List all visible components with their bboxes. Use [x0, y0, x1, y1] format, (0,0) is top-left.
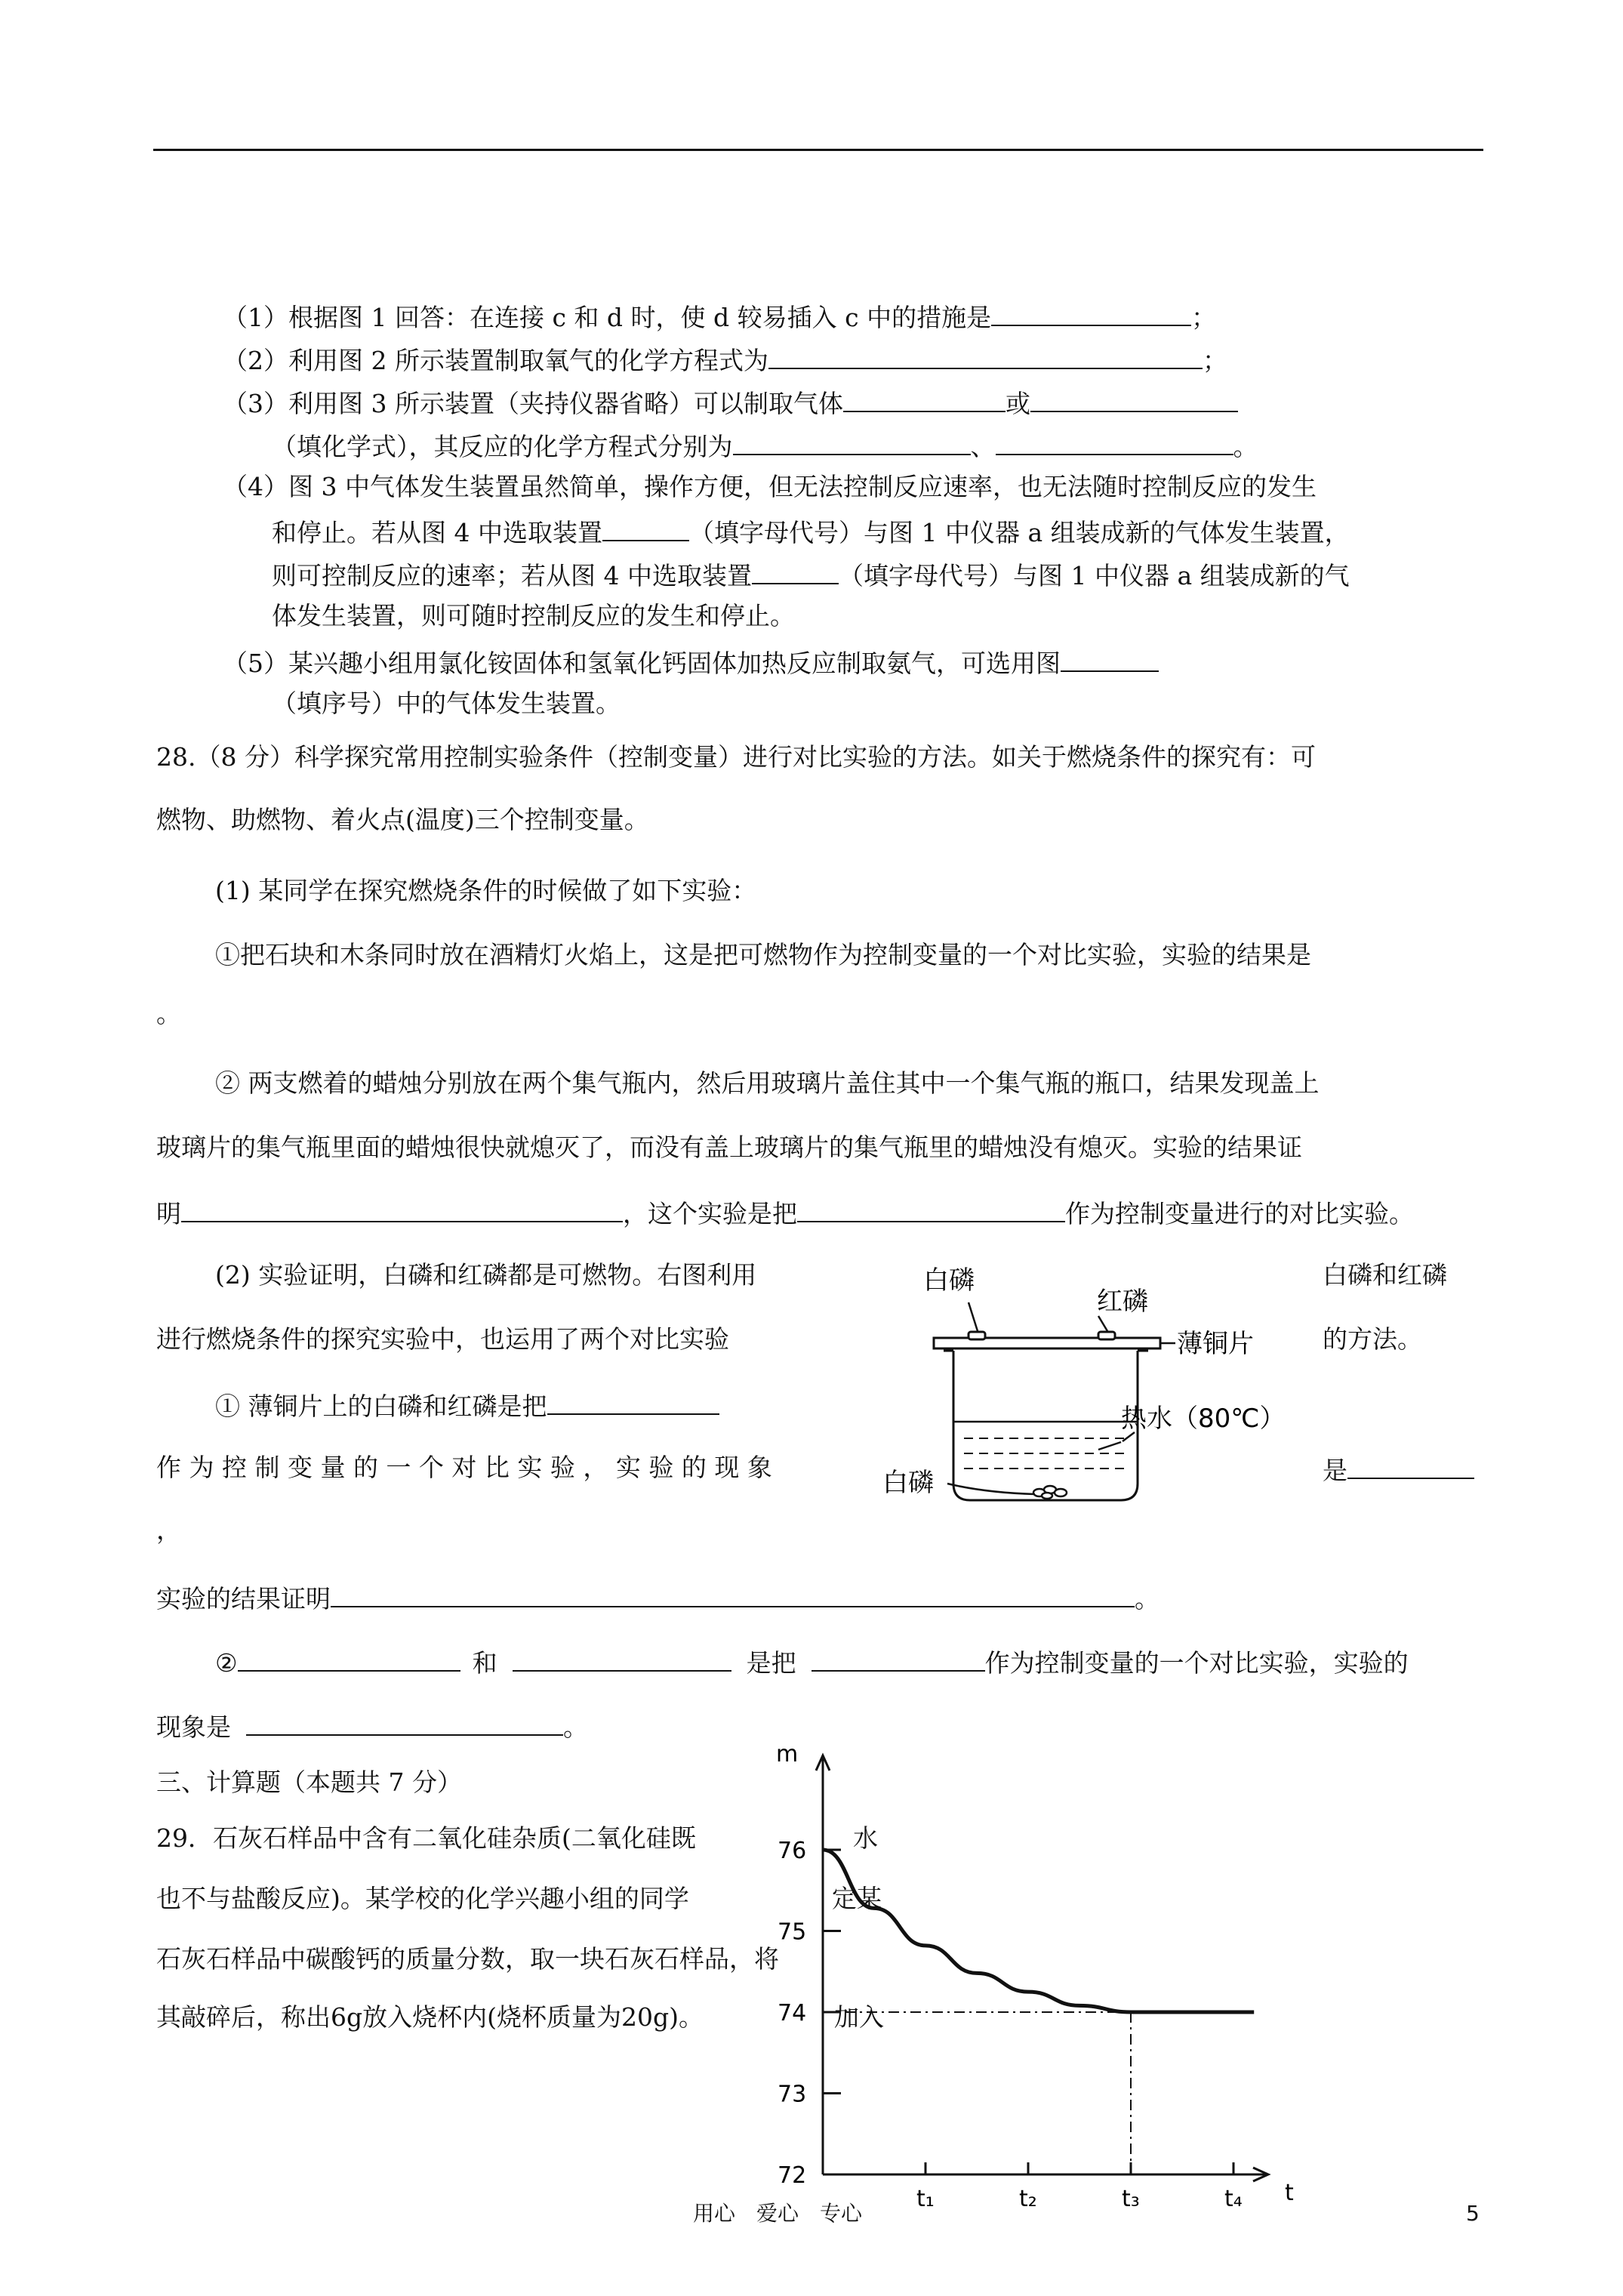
q28-part2-text: (2) 实验证明，白磷和红磷都是可燃物。右图利用: [215, 1260, 757, 1290]
mass-curve: [823, 1850, 1254, 2012]
q28-part2-ii-l2: [156, 1712, 588, 1740]
y-tick-label: 76: [778, 1838, 807, 1864]
leader-line: [947, 1484, 1035, 1494]
hot-water: [964, 1438, 1129, 1469]
answer-blank[interactable]: [238, 1647, 460, 1672]
q28-part1-ii-text4: ，这个实验是把: [623, 1199, 797, 1228]
q28-part2-text2-right: 的方法。: [1323, 1324, 1422, 1354]
q27-part3-text2: （填化学式），其反应的化学方程式分别为: [272, 432, 733, 461]
punct: 。: [1233, 432, 1258, 461]
answer-blank[interactable]: [797, 1198, 1065, 1222]
q28-part1-ii-text3: 明: [156, 1199, 181, 1228]
q28-part2-ii-and: 和: [472, 1648, 497, 1678]
q27-part4-text: （4）图 3 中气体发生装置虽然简单，操作方便，但无法控制反应速率，也无法随时控制反应的发生: [223, 472, 1317, 501]
answer-blank[interactable]: [812, 1647, 985, 1672]
q27-part4: [223, 474, 1317, 499]
x-axis-label: t: [1285, 2180, 1294, 2206]
chart-series: [823, 1850, 1254, 2174]
answer-blank[interactable]: [246, 1712, 563, 1736]
q28-part2-text2: 进行燃烧条件的探究实验中，也运用了两个对比实验: [156, 1324, 729, 1354]
answer-blank[interactable]: [752, 560, 839, 584]
q29-l4: [156, 2002, 704, 2032]
q27-part4-l4: [272, 603, 795, 628]
q28-part1-ii-text: ② 两支燃着的蜡烛分别放在两个集气瓶内，然后用玻璃片盖住其中一个集气瓶的瓶口，结果发现盖上: [215, 1068, 1320, 1098]
q27-part1-text: （1）根据图 1 回答：在连接 c 和 d 时，使 d 较易插入 c 中的措施是: [223, 303, 992, 332]
label-copper-plate: 薄铜片: [1177, 1329, 1254, 1359]
footer-center: [693, 2203, 862, 2224]
q27-part5-text: （5）某兴趣小组用氯化铵固体和氢氧化钙固体加热反应制取氨气，可选用图: [223, 649, 1061, 678]
q27-part4-text4: 则可控制反应的速率；若从图 4 中选取装置: [272, 561, 752, 590]
q28-part1-ii-text5: 作为控制变量进行的对比实验。: [1065, 1199, 1414, 1228]
q28-part2-i-text: ① 薄铜片上的白磷和红磷是把: [215, 1391, 547, 1421]
y-tick-label: 72: [778, 2162, 807, 2189]
q28-intro: [156, 742, 1316, 772]
q28-part1-ii: [215, 1068, 1320, 1098]
answer-blank[interactable]: [996, 431, 1233, 455]
answer-blank[interactable]: [602, 517, 689, 541]
q28-part2-i-text2: 作 为 控 制 变 量 的 一 个 对 比 实 验 ， 实 验 的 现 象: [156, 1453, 772, 1482]
q28-part2-ii-text: 是把: [746, 1648, 796, 1678]
q28-part2-i: [215, 1391, 719, 1419]
q28-part1-text: (1) 某同学在探究燃烧条件的时候做了如下实验：: [215, 876, 757, 905]
q29-text2: 也不与盐酸反应)。某学校的化学兴趣小组的同学: [156, 1884, 689, 1913]
q29-l2: [156, 1886, 689, 1911]
punct: ，: [156, 1515, 181, 1545]
mass-time-chart: [747, 1737, 1321, 2220]
q27-part5: [223, 648, 1159, 676]
page-number: [1466, 2203, 1480, 2224]
q28-part2-i-l3: [156, 1515, 181, 1545]
q28-part1-i-text: ①把石块和木条同时放在酒精灯火焰上，这是把可燃物作为控制变量的一个对比实验，实验的结果是: [215, 940, 1311, 969]
q28-part2-i-text3: 实验的结果证明: [156, 1584, 331, 1613]
label-red-phosphorus: 红磷: [1097, 1287, 1148, 1317]
answer-blank[interactable]: [1061, 648, 1159, 672]
q28-part2-l2: [156, 1324, 729, 1354]
q28-intro-text: 28.（8 分）科学探究常用控制实验条件（控制变量）进行对比实验的方法。如关于燃烧条件的探究有：可: [156, 742, 1316, 772]
footer-center-text: 用心 爱心 专心: [693, 2201, 863, 2226]
q29-l3: [156, 1944, 779, 1974]
answer-blank[interactable]: [181, 1198, 623, 1222]
red-phosphorus-on-plate: [1098, 1332, 1115, 1339]
q29-text1: 29．石灰石样品中含有二氧化硅杂质(二氧化硅既: [156, 1823, 696, 1853]
y-tick-label: 74: [778, 2000, 807, 2026]
answer-blank[interactable]: [843, 388, 1006, 412]
punct: ；: [1191, 303, 1217, 332]
q28-part2-ii: [215, 1647, 1409, 1678]
label-hot-water: 热水（80℃）: [1121, 1404, 1286, 1434]
q29-text4-right: 加入: [834, 2002, 884, 2032]
q28-part2: [215, 1260, 757, 1290]
answer-blank[interactable]: [513, 1647, 731, 1672]
white-phosphorus-on-plate: [969, 1332, 985, 1339]
punct: ；: [1202, 346, 1227, 375]
q29-text4: 其敲碎后，称出6g放入烧杯内(烧杯质量为20g)。: [156, 2002, 704, 2032]
punct: 。: [1135, 1584, 1160, 1613]
q27-part4-text5: （填字母代号）与图 1 中仪器 a 组装成新的气: [838, 561, 1350, 590]
punct: 。: [563, 1712, 588, 1742]
answer-blank[interactable]: [768, 345, 1203, 369]
q27-part1: [223, 302, 1216, 330]
leader-line: [1098, 1316, 1107, 1331]
q28-part1-ii-l2: [156, 1135, 1302, 1160]
section3-title-text: 三、计算题（本题共 7 分）: [156, 1767, 462, 1797]
q28-part1-ii-l3: [156, 1198, 1414, 1226]
q27-part2-text: （2）利用图 2 所示装置制取氧气的化学方程式为: [223, 346, 768, 375]
white-phosphorus-in-water: [1033, 1486, 1067, 1499]
q28-part2-l2-right: [1323, 1324, 1422, 1354]
q27-part3-or: 或: [1005, 389, 1030, 418]
chart-ticks: [778, 1838, 1243, 2212]
q29-text1-right: 水: [853, 1823, 878, 1853]
y-tick-label: 75: [778, 1918, 807, 1946]
q28-part1-i: [215, 942, 1311, 967]
q29-text2-right: 定某: [832, 1884, 882, 1913]
answer-blank[interactable]: [733, 431, 971, 455]
answer-blank[interactable]: [1347, 1455, 1474, 1479]
chart-axes: [776, 1741, 1294, 2206]
q28-intro-text2: 燃物、助燃物、着火点(温度)三个控制变量。: [156, 805, 649, 834]
q28-part1: [215, 878, 756, 903]
leader-line: [969, 1302, 978, 1331]
q28-part2-ii-text3: 现象是: [156, 1712, 231, 1742]
q27-part4-text2: 和停止。若从图 4 中选取装置: [272, 518, 602, 547]
phosphorus-experiment-figure: [872, 1257, 1310, 1514]
copper-plate: [934, 1338, 1160, 1348]
label-white-phosphorus-bottom: 白磷: [882, 1468, 934, 1498]
beaker: [953, 1351, 1138, 1500]
q27-part4-text6: 体发生装置，则可随时控制反应的发生和停止。: [272, 601, 795, 630]
x-tick-label: t₄: [1224, 2186, 1243, 2212]
q27-part3-text: （3）利用图 3 所示装置（夹持仪器省略）可以制取气体: [223, 389, 843, 418]
q28-part2-ii-mark: ②: [215, 1648, 238, 1678]
q28-part2-i-text2-right: 是: [1323, 1456, 1347, 1485]
q27-part4-l2: [272, 517, 1350, 545]
q28-part2-right: [1323, 1260, 1447, 1290]
q28-part2-i-l4: [156, 1583, 1160, 1611]
answer-blank[interactable]: [547, 1391, 719, 1415]
y-axis-label: m: [776, 1741, 799, 1767]
answer-blank[interactable]: [991, 302, 1191, 326]
q28-part2-text-right: 白磷和红磷: [1323, 1260, 1447, 1290]
q28-part2-i-l2: [156, 1455, 772, 1480]
x-tick-label: t₁: [916, 2186, 935, 2212]
x-tick-label: t₃: [1122, 2186, 1140, 2212]
y-tick-label: 73: [778, 2081, 807, 2108]
q27-part3: [223, 388, 1238, 416]
leader-line: [1098, 1442, 1121, 1450]
q28-part2-i-l2-right: [1323, 1455, 1474, 1483]
punct: 、: [970, 432, 996, 461]
q27-part3-cont: [272, 431, 1258, 459]
q28-part2-ii-text2: 作为控制变量的一个对比实验，实验的: [984, 1648, 1409, 1678]
q27-part5-text2: （填序号）中的气体发生装置。: [272, 689, 621, 718]
q28-part1-i-end: [156, 1001, 181, 1026]
x-tick-label: t₂: [1019, 2186, 1037, 2212]
section3-title: [156, 1767, 462, 1797]
q27-part4-text3: （填字母代号）与图 1 中仪器 a 组装成新的气体发生装置，: [688, 518, 1350, 547]
answer-blank[interactable]: [1030, 388, 1238, 412]
q27-part2: [223, 345, 1227, 373]
q28-intro-cont: [156, 807, 649, 832]
q29-text3: 石灰石样品中碳酸钙的质量分数，取一块石灰石样品，将: [156, 1944, 779, 1974]
punct: 。: [156, 999, 181, 1028]
page-number-text: 5: [1466, 2201, 1480, 2226]
q28-part1-ii-text2: 玻璃片的集气瓶里面的蜡烛很快就熄灭了，而没有盖上玻璃片的集气瓶里的蜡烛没有熄灭。实验的结果证: [156, 1133, 1302, 1162]
answer-blank[interactable]: [331, 1583, 1135, 1607]
q27-part5-l2: [272, 691, 621, 716]
q27-part4-l3: [272, 560, 1350, 588]
label-white-phosphorus: 白磷: [923, 1265, 975, 1296]
header-rule: [153, 149, 1483, 151]
q29-l1: [156, 1823, 696, 1853]
